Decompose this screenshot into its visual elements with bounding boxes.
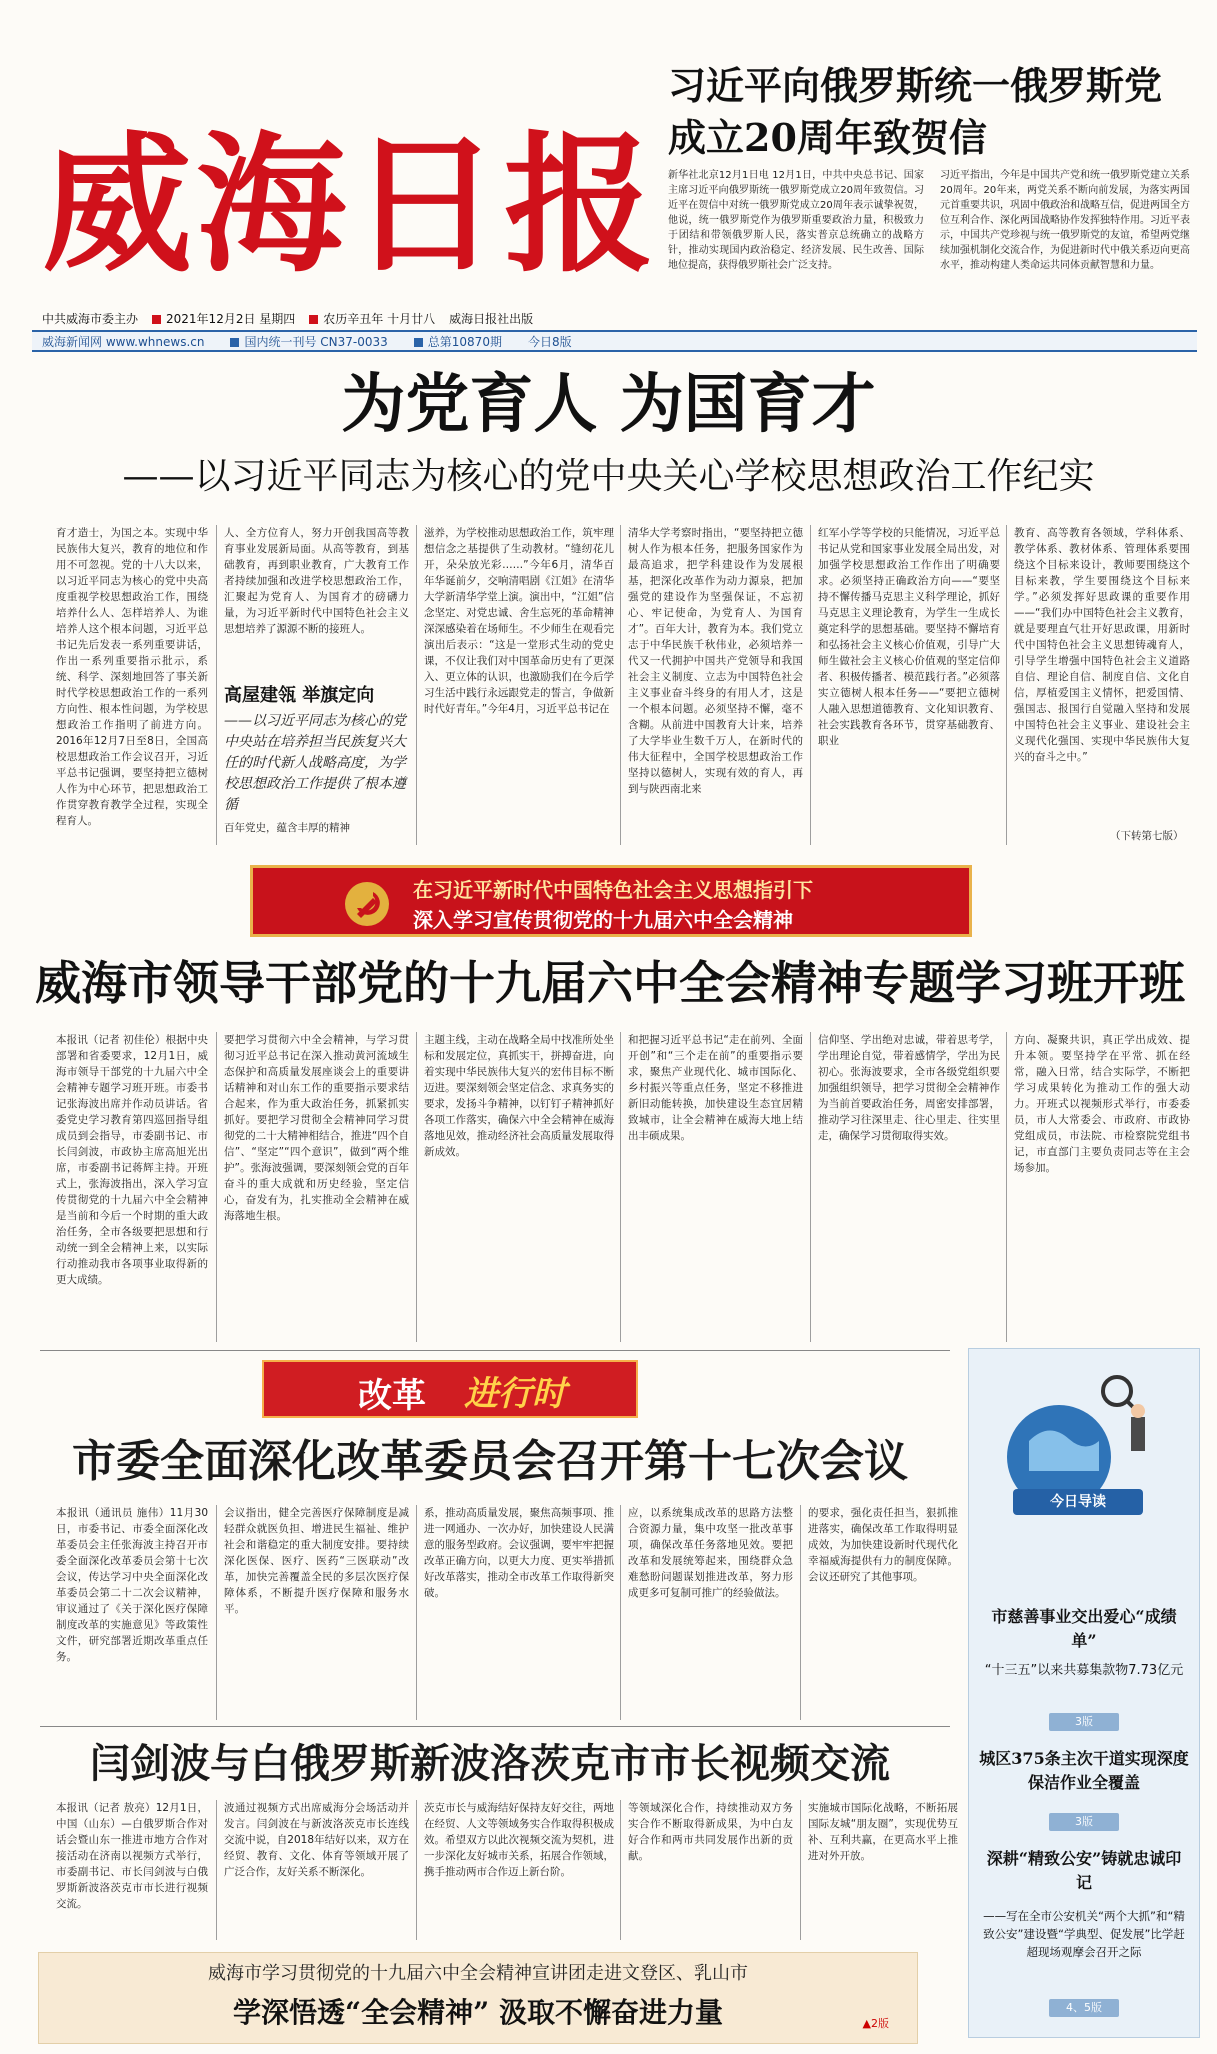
footer-page[interactable]: ▲2版 [862, 2017, 889, 2030]
page-count: 今日8版 [527, 334, 572, 349]
lead-col-6: 教育、高等教育各领域，学科体系、教学体系、教材体系、管理体系要围绕这个目标来设计，教师要围绕这个目标来教，学生要围绕这个目标来学。”必须发挥好思政课的重要作用——“我们办中国特色社会主义教育，就是要理直气壮开好思政课，用新时代中国特色社会主义思想铸魂育人，引导学生增强中国特色社会主义道路自信、理论自信、制度自信、文化自信，厚植爱国主义情怀，把爱国情、强国志、报国行自觉融入坚持和发展中国特色社会主义事业、建设社会主义现代化强国、实现中华民族伟大复兴的奋斗之中。” [1014, 527, 1190, 763]
study-title[interactable]: 威海市领导干部党的十九届六中全会精神专题学习班开班 [35, 956, 1185, 1010]
guide-item-1-headline[interactable]: 市慈善事业交出爱心“成绩单” [991, 1607, 1177, 1650]
reform-col-4: 应，以系统集成改革的思路方法整合资源力量，集中攻坚一批改革事项，确保改革任务落地见效。要把改革和发展统筹起来，围绕群众急难愁盼问题谋划推进改革，努力形成更多可复制可推广的经验做法。 [628, 1507, 793, 1599]
today-guide-title: 今日导读 [1013, 1489, 1143, 1515]
lead-col-1: 育才造士，为国之本。实现中华民族伟大复兴，教育的地位和作用不可忽视。党的十八大以来，以习近平同志为核心的党中央高度重视学校思想政治工作，围绕培养什么人、怎样培养人、为谁培养人这个根本问题，习近平总书记先后发表一系列重要讲话，作出一系列重要指示批示，系统、科学、深刻地回答了事关新时代学校思想政治工作的一系列方向性、根本性问题，为学校思想政治工作指明了前进方向。2016年12月7日至8日，全国高校思想政治工作会议召开，习近平总书记强调，要坚持把立德树人作为中心环节，把思想政治工作贯穿教育教学全过程，实现全程育人。 [56, 527, 208, 827]
lead-subhead: 高屋建瓴 举旗定向 [224, 685, 375, 706]
lead-subtitle: ——以习近平同志为核心的党中央关心学校思想政治工作纪实 [122, 456, 1095, 497]
date: 2021年12月2日 星期四 [152, 310, 295, 327]
lunar-date: 农历辛丑年 十月廿八 [309, 310, 435, 327]
website[interactable]: 威海新闻网 www.whnews.cn [42, 334, 205, 349]
guide-item-2-page[interactable]: 3版 [1049, 1813, 1119, 1831]
today-guide [968, 1348, 1200, 2038]
study-col-6: 方向、凝聚共识，真正学出成效、提升本领。要坚持学在平常、抓在经常，融入日常，结合实际学，不断把学习成果转化为推动工作的强大动力。开班式以视频形式举行，市委委员，市人大常委会、市政府、市政协党组成员，市法院、市检察院党组书记，市直部门主要负责同志等在主会场参加。 [1014, 1034, 1190, 1174]
footer-title[interactable]: 学深悟透“全会精神” 汲取不懈奋进力量 [233, 1996, 723, 2029]
cn-number: 国内统一刊号 CN37-0033 [230, 333, 387, 350]
guide-item-2-headline[interactable]: 城区375条主次干道实现深度保洁作业全覆盖 [979, 1749, 1189, 1792]
lead-col-5: 红军小学等学校的只能情况，习近平总书记从党和国家事业发展全局出发，对加强学校思想政治工作作出了明确要求。必须坚持正确政治方向——“要坚持不懈传播马克思主义科学理论，抓好马克思主义理论教育，为学生一生成长奠定科学的思想基础。要坚持不懈培育和弘扬社会主义核心价值观，引导广大师生做社会主义核心价值观的坚定信仰者、积极传播者、模范践行者。”必须落实立德树人根本任务——“要把立德树人融入思想道德教育、文化知识教育、社会实践教育各环节，贯穿基础教育、职业 [818, 527, 1000, 747]
lead-col-3: 滋养，为学校推动思想政治工作，筑牢理想信念之基提供了生动教材。“缝纫花儿开，朵朵放光彩……”今年6月，清华百年华诞前夕，交响清唱剧《江姐》在清华大学新清华学堂上演。演出中，“江姐”信念坚定、对党忠诚、舍生忘死的革命精神深深感染着在场师生。不少师生在观看完演出后表示：“这是一堂形式生动的党史课，不仅让我们对中国革命历史有了更深入、更立体的认识，也激励我们在今后学习生活中践行永远跟党走的誓言，争做新时代好青年。”今年4月，习近平总书记在 [424, 527, 614, 715]
video-col-5: 实施城市国际化战略，不断拓展国际友城“朋友圈”，实现优势互补、互利共赢，在更高水平上推进对外开放。 [808, 1802, 958, 1862]
lead-col-4: 清华大学考察时指出，“要坚持把立德树人作为根本任务，把服务国家作为最高追求，把学科建设作为发展根基，把深化改革作为动力源泉，把加强党的建设作为坚强保证，不忘初心、牢记使命，为党育人、为国育才”。百年大计，教育为本。我们党立志于中华民族千秋伟业，必须培养一代又一代拥护中国共产党领导和我国社会主义制度、立志为中国特色社会主义事业奋斗终身的有用人才，这是一个根本问题。必须坚持不懈，毫不含糊。从前进中国教育大计来，培养了大学毕业生数千万人，在新时代的伟大征程中，全国学校思想政治工作坚持以德树人，实现有效的育人，再到与陕西南北来 [628, 527, 803, 795]
lead-col-2-wrap [224, 525, 409, 845]
hammer-sickle-icon [343, 880, 391, 928]
video-col-3: 茨克市长与威海结好保持友好交往，两地在经贸、人文等领域务实合作取得积极成效。希望双方以此次视频交流为契机，进一步深化友好城市关系，拓展合作领域，携手推动两市合作迈上新台阶。 [424, 1802, 614, 1878]
guide-item-1-sub: “十三五”以来共募集款物7.73亿元 [984, 1663, 1184, 1678]
issue-number: 总第10870期 [414, 333, 502, 350]
masthead-logo: 威海日报 [42, 117, 659, 293]
issue-bar [32, 330, 1197, 352]
lead-col-2: 人、全方位育人，努力开创我国高等教育事业发展新局面。从高等教育，到基础教育，再到职业教育，广大教育工作者持续加强和改进学校思想政治工作，汇聚起为党育人、为国育才的磅礴力量，为习近平新时代中国特色社会主义思想培养了源源不断的接班人。 [224, 527, 409, 635]
video-title[interactable]: 闫剑波与白俄罗斯新波洛茨克市市长视频交流 [90, 1740, 890, 1787]
masthead-article-col2: 习近平指出，今年是中国共产党和统一俄罗斯党建立关系20周年。20年来，两党关系不断向前发展，为落实两国元首重要共识，巩固中俄政治和战略互信，促进两国全方位互利合作、深化两国战略协作发挥独特作用。习近平表示，中国共产党珍视与统一俄罗斯党的友谊，希望两党继续加强机制化交流合作，为促进新时代中俄关系迈向更高水平，推动构建人类命运共同体贡献智慧和力量。 [940, 170, 1190, 271]
guide-item-1-page[interactable]: 3版 [1049, 1713, 1119, 1731]
masthead-article-col1: 新华社北京12月1日电 12月1日，中共中央总书记、国家主席习近平向俄罗斯统一俄罗斯党成立20周年致贺信。习近平在贺信中对统一俄罗斯党成立20周年表示诚挚祝贺，他说，统一俄罗斯党作为俄罗斯重要政治力量，积极致力于团结和带领俄罗斯人民，落实普京总统确立的战略方针，推动实现国内政治稳定、经济发展、民生改善、国际地位提高，获得俄罗斯社会广泛支持。 [668, 170, 924, 271]
reform-col-3: 系，推动高质量发展，聚焦高频事项、推进一网通办、一次办好，加快建设人民满意的服务型政府。会议强调，要牢牢把握改革正确方向，以更大力度、更实举措抓好改革落实，推动全市改革工作取得新突破。 [424, 1507, 614, 1599]
guide-illustration-icon [989, 1361, 1179, 1491]
lead-italic-deck: ——以习近平同志为核心的党中央站在培养担当民族复兴大任的时代新人战略高度，为学校思想政治工作提供了根本遵循 [224, 713, 406, 813]
banner-line-1: 在习近平新时代中国特色社会主义思想指引下 [413, 878, 813, 902]
reform-col-1: 本报讯（通讯员 施伟）11月30日，市委书记、市委全面深化改革委员会主任张海波主持召开市委全面深化改革委员会第十七次会议，传达学习中央全面深化改革委员会第二十二次会议精神，审议通过了《关于深化医疗保障制度改革的实施意见》等政策性文件，研究部署近期改革重点任务。 [56, 1507, 208, 1663]
study-col-3: 主题主线，主动在战略全局中找准所处坐标和发展定位，真抓实干，拼搏奋进，向着实现中华民族伟大复兴的宏伟目标不断迈进。要深刻领会坚定信念、求真务实的要求，发扬斗争精神，以钉钉子精神抓好各项工作落实，确保六中全会精神在威海落地见效，推动经济社会高质量发展取得新成效。 [424, 1034, 614, 1158]
study-col-4: 和把握习近平总书记“走在前列、全面开创”和“三个走在前”的重要指示要求，聚焦产业现代化、城市国际化、乡村振兴等重点任务，坚定不移推进新旧动能转换，加快建设生态宜居精致城市，让全会精神在威海大地上结出丰硕成果。 [628, 1034, 803, 1142]
footer-teaser[interactable] [38, 1952, 918, 2044]
reform-tag-label-2: 进行时 [464, 1374, 566, 1414]
reform-tag [262, 1360, 638, 1418]
guide-item-3-page[interactable]: 4、5版 [1049, 1999, 1119, 2017]
footer-kicker: 威海市学习贯彻党的十九届六中全会精神宣讲团走进文登区、乳山市 [208, 1963, 748, 1984]
reform-col-2: 会议指出，健全完善医疗保障制度是减轻群众就医负担、增进民生福祉、维护社会和谐稳定的重大制度安排。要持续深化医保、医疗、医药“三医联动”改革，加快完善覆盖全民的多层次医疗保障体系，不断提升医疗保障和服务水平。 [224, 1507, 409, 1615]
video-col-4: 等领域深化合作，持续推动双方务实合作不断取得新成果，为中白友好合作和两市共同发展作出新的贡献。 [628, 1802, 793, 1862]
guide-item-3-sub: ——写在全市公安机关“两个大抓”和“精致公安”建设暨“学典型、促发展”比学赶超现场观摩会召开之际 [983, 1909, 1185, 1959]
reform-title[interactable]: 市委全面深化改革委员会召开第十七次会议 [72, 1436, 908, 1487]
lead-col-2-tail: 百年党史，蕴含丰厚的精神 [224, 822, 350, 834]
video-col-1: 本报讯（记者 敖亮）12月1日，中国（山东）—白俄罗斯合作对话会暨山东一推进市地方合作对接活动在济南以视频方式举行，市委副书记、市长闫剑波与白俄罗斯新波洛茨克市市长进行视频交流。 [56, 1802, 208, 1910]
lead-jump[interactable]: （下转第七版） [1110, 830, 1184, 842]
reform-tag-label: 改革 [358, 1376, 426, 1416]
publisher: 中共威海市委主办 [42, 311, 139, 326]
masthead-headline[interactable]: 习近平向俄罗斯统一俄罗斯党成立20周年致贺信 [668, 63, 1163, 160]
study-col-1: 本报讯（记者 初佳伦）根据中央部署和省委要求，12月1日，威海市领导干部党的十九届六中全会精神专题学习班开班。市委书记张海波出席并作动员讲话。省委党史学习教育第四巡回指导组成员到会指导，市委副书记、市长闫剑波，市政协主席高旭光出席，市委副书记蒋辉主持。开班式上，张海波指出，深入学习宣传贯彻党的十九届六中全会精神是当前和今后一个时期的重大政治任务，全市各级要把思想和行动统一到全会精神上来，以实际行动推动我市各项事业取得新的更大成绩。 [56, 1034, 208, 1286]
press: 威海日报社出版 [449, 311, 534, 326]
study-col-5: 信仰坚、学出绝对忠诚，带着思考学，学出理论自觉，带着感情学，学出为民初心。张海波要求，全市各级党组织要加强组织领导，把学习贯彻全会精神作为当前首要政治任务，周密安排部署，推动学习往深里走、往心里走、往实里走，确保学习贯彻取得实效。 [818, 1034, 1000, 1142]
reform-col-5: 的要求，强化责任担当，狠抓推进落实，确保改革工作取得明显成效，为加快建设新时代现代化幸福威海提供有力的制度保障。会议还研究了其他事项。 [808, 1507, 958, 1583]
lead-title[interactable]: 为党育人 为国育才 [341, 367, 876, 442]
theme-banner [250, 865, 972, 937]
study-col-2: 要把学习贯彻六中全会精神，与学习贯彻习近平总书记在深入推动黄河流域生态保护和高质量发展座谈会上的重要讲话精神和对山东工作的重要指示要求结合起来，作为重大政治任务，抓紧抓实抓好。要把学习贯彻全会精神同学习贯彻党的二十大精神相结合，推进“四个自信”、“坚定”“四个意识”，做到“两个维护”。张海波强调，要深刻领会党的百年奋斗的重大成就和历史经验，坚定信心，奋发有为，扎实推动全会精神在威海落地生根。 [224, 1034, 409, 1222]
banner-line-2: 深入学习宣传贯彻党的十九届六中全会精神 [413, 908, 793, 932]
video-col-2: 波通过视频方式出席威海分会场活动并发言。闫剑波在与新波洛茨克市长连线交流中说，自2018年结好以来，双方在经贸、教育、文化、体育等领域开展了广泛合作，友好关系不断深化。 [224, 1802, 409, 1878]
guide-item-3-headline[interactable]: 深耕“精致公安”铸就忠诚印记 [986, 1849, 1182, 1892]
info-bar [42, 308, 1192, 328]
